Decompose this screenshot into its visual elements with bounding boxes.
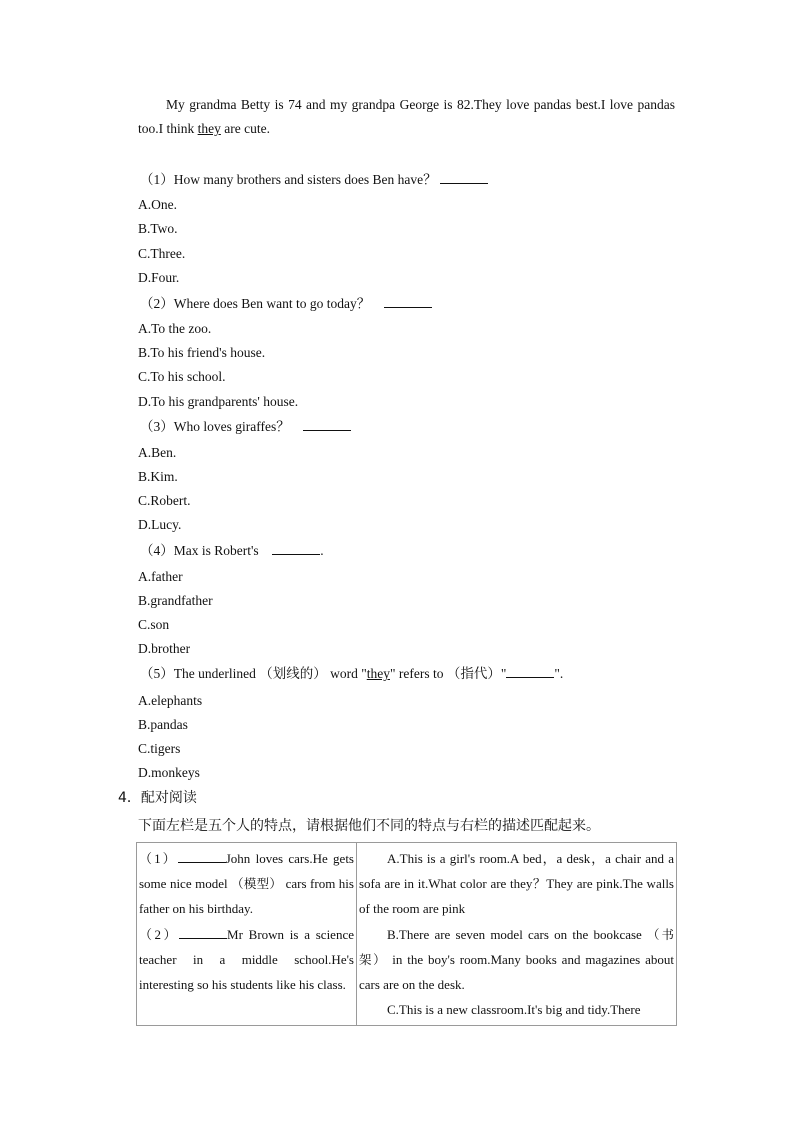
option: D.Four. xyxy=(138,270,180,285)
passage-text-end: are cute. xyxy=(220,121,270,136)
question-4: （4）Max is Robert's . xyxy=(140,543,324,558)
section-title: 4．配对阅读 xyxy=(118,790,197,806)
right-item-b: B.There are seven model cars on the bookcase （书架） in the boy's room.Many books and magazines about cars are on the desk. xyxy=(359,926,674,993)
option: A.father xyxy=(138,569,183,584)
option: C.Three. xyxy=(138,246,186,261)
option: C.tigers xyxy=(138,741,181,756)
option: A.One. xyxy=(138,197,177,212)
right-item-a: A.This is a girl's room.A bed，a desk，a chair and a sofa are in it.What color are they？They are pink.The walls of the room are pink xyxy=(359,851,674,917)
left-item-2: （2） Mr Brown is a science teacher in a middle school.He's interesting so his students like his class. xyxy=(139,926,354,993)
answer-blank[interactable] xyxy=(179,926,227,939)
passage-paragraph xyxy=(138,93,675,141)
option: D.monkeys xyxy=(138,765,200,780)
left-column xyxy=(137,843,357,1026)
passage-text: My grandma Betty is 74 and my grandpa George is 82.They love pandas best.I love pandas too.I think xyxy=(138,97,675,136)
question-5: （5）The underlined （划线的） word "they" refers to （指代）" ". xyxy=(140,666,564,681)
answer-blank[interactable] xyxy=(440,171,488,184)
option: B.Kim. xyxy=(138,469,178,484)
answer-blank[interactable] xyxy=(384,295,432,308)
answer-blank[interactable] xyxy=(303,418,351,431)
option: A.Ben. xyxy=(138,445,177,460)
question-3: （3）Who loves giraffes？ xyxy=(140,418,351,436)
option: B.Two. xyxy=(138,221,178,236)
option: A.elephants xyxy=(138,693,203,708)
option: A.To the zoo. xyxy=(138,321,212,336)
option: D.brother xyxy=(138,641,191,656)
answer-blank[interactable] xyxy=(272,542,320,555)
right-item-c: C.This is a new classroom.It's big and tidy.There xyxy=(387,1002,641,1018)
answer-blank[interactable] xyxy=(178,850,226,863)
option: B.To his friend's house. xyxy=(138,345,266,360)
question-2: （2）Where does Ben want to go today？ xyxy=(140,295,432,313)
option: C.To his school. xyxy=(138,369,226,384)
matching-table xyxy=(136,842,677,1026)
left-item-1: （1） John loves cars.He gets some nice model （模型） cars from his father on his birthday. xyxy=(139,851,354,917)
option: B.grandfather xyxy=(138,593,213,608)
option: D.Lucy. xyxy=(138,517,182,532)
option: C.Robert. xyxy=(138,493,191,508)
section-instruction: 下面左栏是五个人的特点，请根据他们不同的特点与右栏的描述匹配起来。 xyxy=(138,818,600,834)
option: B.pandas xyxy=(138,717,188,732)
question-1: （1）How many brothers and sisters does Ben have？ xyxy=(140,171,488,189)
answer-blank[interactable] xyxy=(506,665,554,678)
option: D.To his grandparents' house. xyxy=(138,394,299,409)
underlined-word: they xyxy=(197,121,221,136)
right-column xyxy=(357,843,677,1026)
option: C.son xyxy=(138,617,170,632)
